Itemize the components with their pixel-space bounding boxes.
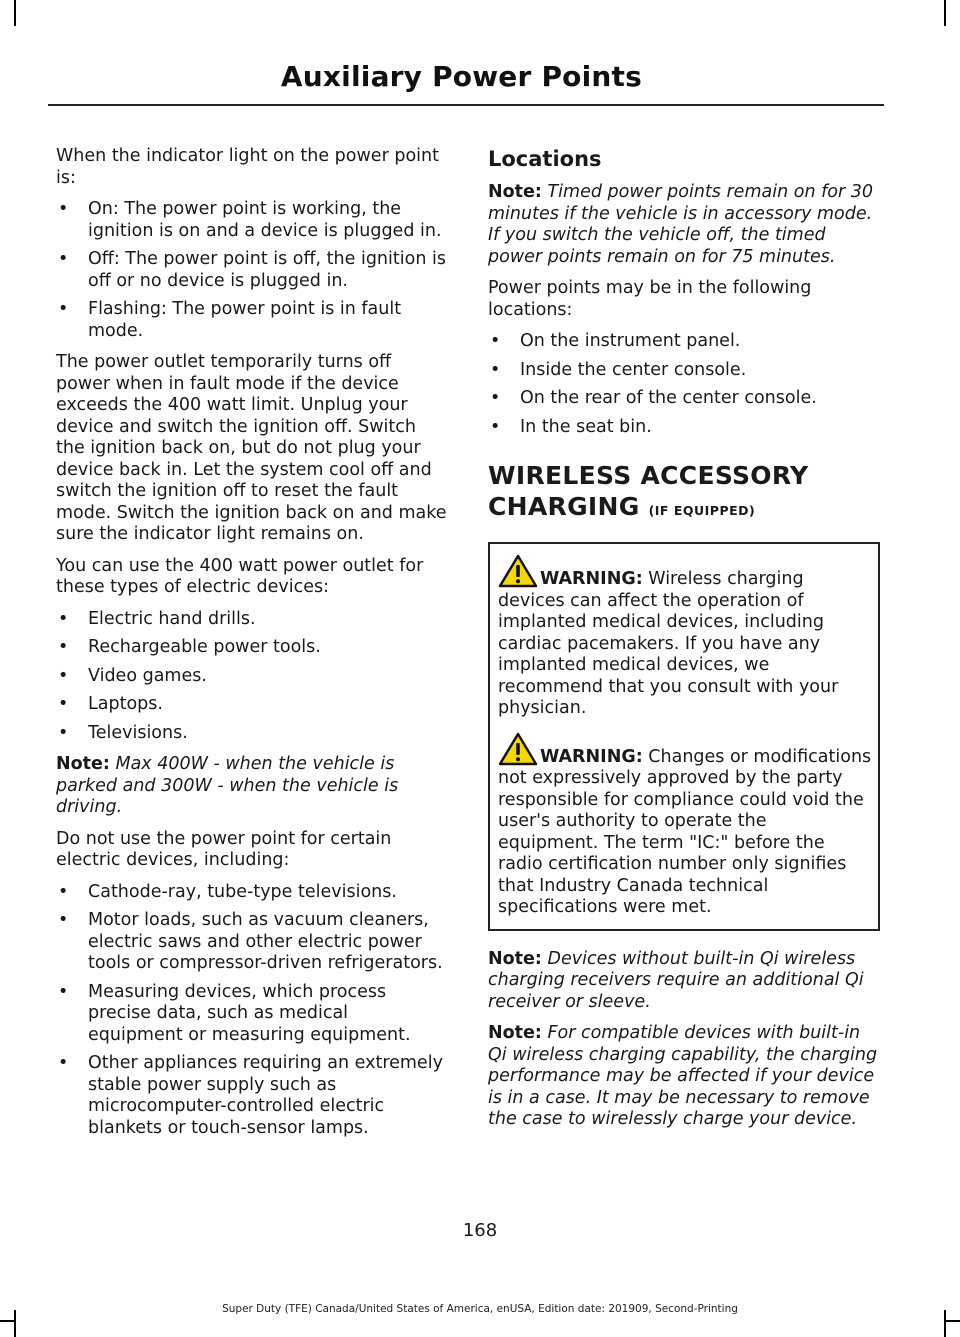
footer-edition: Super Duty (TFE) Canada/United States of America, enUSA, Edition date: 201909, Second-Printing — [222, 1303, 738, 1315]
fault-mode-paragraph: The power outlet temporarily turns off power when in fault mode if the device exceeds the 400 watt limit. Unplug your device and switch the ignition off. Switch the ignition back on, but do not plug your device back in. Let the system cool off and switch the ignition off to reset the fault mode. Switch the ignition back on and make sure the indicator light remains on. — [56, 352, 447, 544]
right-column — [488, 146, 880, 1141]
list-item: • Inside the center console. — [490, 359, 747, 380]
list-item: • Flashing: The power point is in fault mode. — [58, 299, 402, 341]
list-item: • On the rear of the center console. — [490, 388, 817, 408]
list-item: • Video games. — [58, 665, 207, 686]
locations-heading: Locations — [488, 147, 602, 171]
crop-mark-top-left-v — [14, 0, 16, 26]
crop-mark-bottom-left-h — [0, 1320, 16, 1322]
warning-triangle-icon — [498, 554, 538, 588]
list-item: • On the instrument panel. — [490, 331, 741, 351]
warning-triangle-icon — [498, 732, 538, 766]
list-item: • Motor loads, such as vacuum cleaners, electric saws and other electric power tools or compressor-driven refrigerators. — [58, 910, 443, 973]
usage-paragraph: You can use the 400 watt power outlet for these types of electric devices: — [56, 555, 424, 597]
list-item: • Rechargeable power tools. — [58, 637, 321, 657]
crop-mark-top-right-v — [944, 0, 946, 26]
devices-list — [56, 609, 448, 745]
list-item: • Other appliances requiring an extremely stable power supply such as microcomputer-controlled electric blankets or touch-sensor lamps. — [58, 1053, 443, 1138]
list-item: • Laptops. — [58, 694, 163, 714]
warning-modifications: WARNING: Changes or modifications not expressively approved by the party responsible for compliance could void the user's authority to operate the equipment. The term "IC:" before the radio certification number only signifies that Industry Canada technical specifications were met. — [498, 732, 872, 919]
note-qi-receiver: Note: Devices without built-in Qi wireless charging receivers require an additional Qi receiver or sleeve. — [488, 948, 864, 1012]
indicator-states-list — [56, 199, 448, 342]
left-column — [56, 146, 448, 1149]
restriction-paragraph: Do not use the power point for certain electric devices, including: — [56, 828, 392, 870]
list-item: • Off: The power point is off, the ignition is off or no device is plugged in. — [58, 249, 446, 291]
list-item: • Cathode-ray, tube-type televisions. — [58, 881, 397, 902]
page-number: 168 — [462, 1220, 498, 1241]
locations-intro: Power points may be in the following locations: — [488, 278, 812, 320]
list-item: • Measuring devices, which process precise data, such as medical equipment or measuring equipment. — [58, 981, 411, 1045]
note-qi-case: Note: For compatible devices with built-in Qi wireless charging capability, the charging performance may be affected if your device is in a case. It may be necessary to remove the case to wirelessly charge your device. — [488, 1023, 878, 1129]
wireless-charging-heading: WIRELESS ACCESSORY CHARGING (IF EQUIPPED) — [488, 461, 809, 521]
warning-box — [488, 542, 880, 931]
list-item: • On: The power point is working, the ignition is on and a device is plugged in. — [58, 199, 442, 241]
crop-mark-bottom-right-h — [944, 1320, 960, 1322]
list-item: • In the seat bin. — [490, 416, 652, 437]
warning-medical-devices: WARNING: Wireless charging devices can affect the operation of implanted medical devices, including cardiac pacemakers. If you have any implanted medical devices, we recommend that you consult with your physician. — [498, 554, 872, 720]
list-item: • Televisions. — [58, 722, 188, 743]
excluded-devices-list — [56, 882, 448, 1140]
note-wattage: Note: Max 400W - when the vehicle is parked and 300W - when the vehicle is driving. — [56, 754, 399, 817]
page-title: Auxiliary Power Points — [280, 60, 642, 93]
header-divider — [48, 104, 884, 106]
list-item: • Electric hand drills. — [58, 608, 256, 629]
note-timed: Note: Timed power points remain on for 30 minutes if the vehicle is in accessory mode. If you switch the vehicle off, the timed power points remain on for 75 minutes. — [488, 182, 873, 267]
locations-list — [488, 331, 880, 438]
indicator-intro: When the indicator light on the power point is: — [56, 146, 439, 188]
